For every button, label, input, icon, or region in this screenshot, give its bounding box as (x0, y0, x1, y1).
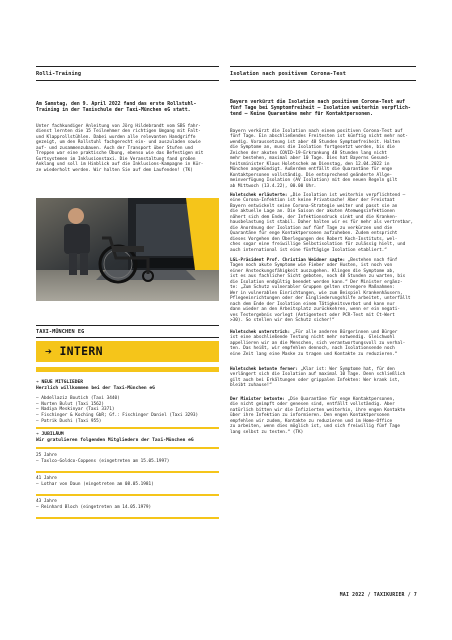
page-footer: MAI 2022 / TAXIKURIER / 7 (339, 593, 417, 598)
p4-text: „Für alle anderen Bürgerinnen und Bürger ist eine abschließende Testung nicht mehr notwendig. Gleichwohl appellieren wir an die Menschen, sich verantwortungsvoll zu verhal- ten. Das heißt, wir empfehlen dennoch, nach Isolationsende noch eine Zeit lang eine Maske zu tragen und Kontakte zu reduzieren.“ (230, 330, 406, 357)
right-article-p6 (230, 397, 418, 435)
wheelchair-photo-illustration (36, 198, 219, 301)
intern-top-rule (36, 325, 219, 326)
list-item: – Fischinger & Koching GbR; Gf.: Fischinger Daniel (Taxi 3293) (36, 413, 199, 419)
intern-divider-5 (36, 494, 219, 496)
intern-divider-2 (36, 427, 219, 429)
jubilee-years: 25 Jahre (36, 453, 57, 458)
p2-speaker: Holetschek erläuterte: (230, 193, 288, 198)
jubilee-member: – Taxlco-Goldco-Coppens (eingetreten am 15.05.1997) (36, 458, 170, 464)
jubilee-years: 43 Jahre (36, 499, 57, 504)
header-rule-right (230, 66, 416, 67)
right-article-p2 (230, 193, 418, 253)
p2-text: „Die Isolation ist weiterhin verpflichtend – eine Corona-Infektion ist keine Privatsache! Aber der Freistaat Bayern entwickelt seine Corona-Strategie weiter und passt sie an die aktuelle Lage an. Die Saison der akuten Atemwegsinfektionen nähert sich dem Ende, der Infektionsdruck sinkt und die Kranken- hausbelastung ist stabil. Daher halten wir es für mehr als vertretbar, die Anordnung der Isolation auf fünf Tage zu verkürzen und die Quarantäne für enge Kontaktpersonen aufzuheben. Zudem entspricht dieses Vorgehen den Überlegungen des Robert Koch-Instituts, wel- ches sogar eine freiwillige Selbstisolation für zulässig hielt, und auch international ist eine fünftägige Isolation etabliert.“ (230, 193, 414, 253)
header-underline-right (230, 80, 416, 81)
list-item: – Nadiya Meskinyar (Taxi 3371) (36, 407, 115, 413)
intern-divider-1 (36, 367, 219, 372)
p4-speaker: Holetschek unterstrich: (230, 330, 291, 335)
left-article-body: Unter fachkundiger Anleitung von Jörg Hildebrandt vom SBS fahr- dienst lernten die 15 Teilnehmer den richtigen Umgang mit Falt- und Klapprollstühlen. Dabei wurden alle relevanten Handgriffe gezeigt, um den Rollstuhl fachgerecht ein- und auszuladen sowie auf- und zusammenzubauen. Auch der Transport über Stufen und Treppen war eine praktische Übung, ebenso wie das Befestigen mit Gurtsystemen im Inklusionstaxi. Die Veranstaltung fand großen Anklang und soll im Hinblick auf die Inklusions-Kampagne in Kür- ze wiederholt werden. Wir halten Sie auf dem Laufenden! (TK) (36, 124, 204, 173)
jubilee-entry (36, 499, 222, 510)
intern-banner (36, 341, 219, 362)
header-rule-left (36, 66, 219, 67)
right-article-p1: Bayern verkürzt die Isolation nach einem positiven Corona-Test auf fünf Tage. Ein abschließendes Freitesten ist künftig nicht mehr not- wendig. Voraussetzung ist aber 48 Stunden Symptomfreiheit. Halten die Symptome an, muss die Isolation fortgesetzt werden, bis die Zeichen der akuten COVID-19-Erkrankung 48 Stunden lang nicht mehr bestehen, maximal aber 10 Tage. Dies hat Bayerns Gesund- heitsminister Klaus Holetschek am Dienstag, den 12.04.2022 in München angekündigt. Außerdem entfällt die Quarantäne für enge Kontaktpersonen vollständig. Die entsprechend geänderte Allge- meinverfügung Isolation (AV Isolation) mit den neuen Regeln gilt ab Mittwoch (13.4.22), 00.00 Uhr. (230, 129, 408, 189)
p3-speaker: LGL-Präsident Prof. Christian Weidner sagte: (230, 258, 346, 263)
right-article-p4 (230, 330, 418, 357)
list-item: – Nurten Bulut (Taxi 1562) (36, 401, 104, 407)
wheelchair-photo (36, 198, 219, 301)
right-article-p3 (230, 258, 418, 323)
p5-speaker: Holetschek betonte ferner: (230, 367, 298, 372)
intern-divider-6 (36, 517, 219, 519)
intern-section-label: TAXI-MÜNCHEN EG (36, 329, 85, 335)
left-article-lead: Am Samstag, den 9. April 2022 fand das erste Rollstuhl- Training in der Taxischule der Taxi-München eG statt. (36, 101, 197, 114)
p6-speaker: Der Minister betonte: (230, 397, 285, 402)
jubilee-heading: ➔ JUBILÄUM Wir gratulieren folgenden Mitgliedern der Taxi-München eG (36, 432, 194, 443)
right-article-lead: Bayern verkürzt die Isolation nach positivem Corona-Test auf fünf Tage bei Symptomfreiheit – Isolation weiterhin verpflich- tend – Keine Quarantäne mehr für Kontaktpersonen. (230, 99, 411, 118)
intern-divider-3 (36, 447, 219, 449)
intern-divider-4 (36, 471, 219, 473)
new-members-heading: ➔ NEUE MITGLIEDER Herzlich willkommen bei der Taxi-München eG (36, 380, 155, 391)
intern-banner-label: ➔ INTERN (45, 344, 103, 358)
jubilee-entry (36, 476, 222, 487)
jubilee-member: – Reinhard Bloch (eingetreten am 14.05.1979) (36, 504, 152, 510)
section-label-right: Isolation nach positivem Corona-Test (230, 71, 347, 77)
header-underline-left (36, 80, 219, 81)
new-members-list (36, 396, 222, 425)
jubilee-years: 41 Jahre (36, 476, 57, 481)
p6-text: „Die Quarantäne für enge Kontaktpersonen, die nicht geimpft oder genesen sind, entfällt vollständig. Aber natürlich bitten wir die Infizierten weiterhin, ihre engen Kontakte über ihre Infektion zu informieren. Den engen Kontaktpersonen empfehlen wir zudem, Kontakte zu reduzieren und im Home-Office zu arbeiten, wenn dies möglich ist, und sich freiwillig fünf Tage lang selbst zu testen.“ (TK) (230, 397, 406, 435)
list-item: – Patrik Dushi (Taxi 955) (36, 418, 102, 424)
intern-label-underline (36, 337, 219, 338)
section-label-left: Rolli-Training (36, 71, 82, 77)
p3-text: „Bestehen nach fünf Tagen noch akute Symptome wie Fieber oder Husten, ist noch von einer Ansteckungsfähigkeit auszugehen. Klingen die Symptome ab, ist es aus fachlicher Sicht geboten, noch 48 Stunden zu warten, bis die Isolation endgültig beendet werden kann.“ Der Minister ergänz- te: „Zum Schutz vulnerabler Gruppen gelten strengere Maßnahmen: Wer in vulnerablen Einrichtungen, wie zum Beispiel Krankenhäusern, Pflegeeinrichtungen oder der Eingliederungshilfe arbeitet, unterfällt nach dem Ende der Isolation einem Tätigkeitsverbot und kann nur dann wieder an den Arbeitsplatz zurückkehren, wenn er ein negati- ves Testergebnis vorlegt (Antigentest oder PCR-Test mit Ct-Wert >30). So stellen wir den Schutz sicher!“ (230, 258, 411, 323)
right-article-p5 (230, 367, 418, 389)
jubilee-entry (36, 453, 222, 464)
p5-text: „Klar ist: Wer Symptome hat, für den verlängert sich die Isolation auf maximal 10 Tage. Denn schließlich gilt auch bei Erkältungen oder grippalen Infekten: Wer krank ist, bleibt zuhause!“ (230, 367, 406, 389)
list-item: – Abdellaziz Boutich (Taxi 3440) (36, 396, 120, 401)
jubilee-member: – Lothar von Daun (eingetreten am 08.05.1981) (36, 481, 154, 487)
